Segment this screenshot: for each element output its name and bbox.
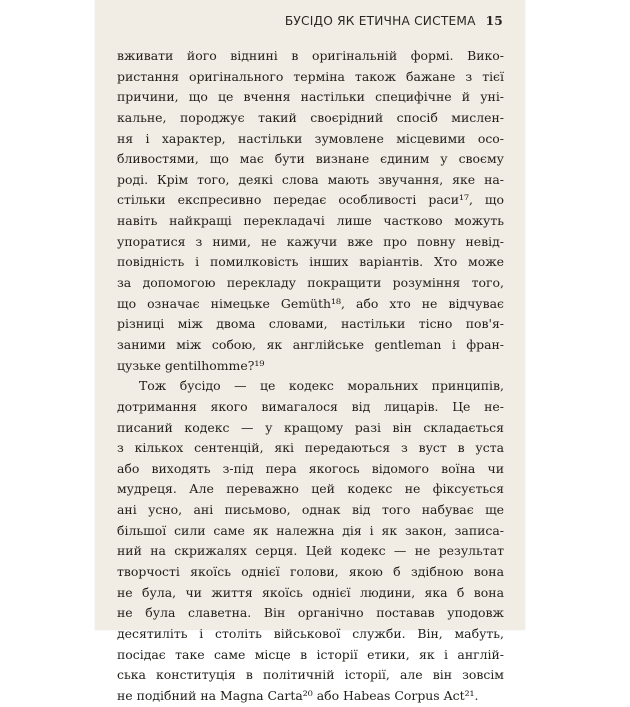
text-line: роді. Крім того, деякі слова мають звучання, яке на- [117, 171, 504, 187]
text-line: ня і характер, настільки зумовлене місцевими осо- [117, 130, 504, 146]
text-line: стільки експресивно передає особливості раси¹⁷, що [117, 192, 504, 208]
text-line: за допомогою перекладу покращити розуміння того, [117, 275, 504, 291]
text-line: упоратися з ними, не кажучи вже про повну невід- [117, 233, 504, 249]
text-line: причини, що це вчення настільки специфічне й уні- [117, 89, 504, 105]
text-line: десятиліть і століть військової служби. Він, мабуть, [117, 625, 504, 641]
body-text [117, 46, 504, 707]
page-number: 15 [485, 14, 503, 28]
text-line: ний на скрижалях серця. Цей кодекс — не результат [117, 543, 504, 559]
text-line: дотримання якого вимагалося від лицарів. Це не- [117, 398, 504, 414]
text-line: вживати його віднині в оригінальній формі. Вико- [117, 48, 504, 63]
text-line: повідність і помилковість інших варіантів. Хто може [117, 254, 504, 270]
text-line: або виходять з-під пера якогось відомого воїна чи [117, 460, 504, 476]
text-line: з кількох сентенцій, які передаються з вуст в уста [117, 440, 504, 456]
chapter-title: БУСІДО ЯК ЕТИЧНА СИСТЕМА [284, 14, 476, 28]
text-line: різниці між двома словами, настільки тісно пов'я- [117, 316, 504, 332]
text-line: навіть найкращі перекладачі лише частково можуть [117, 213, 504, 229]
text-line: не була славетна. Він органічно поставав уподовж [117, 605, 504, 621]
text-line: писаний кодекс — у кращому разі він складається [117, 419, 504, 435]
text-line: бливостями, що має бути визнане єдиним у своєму [117, 151, 504, 167]
text-line: що означає німецьке Gemüth¹⁸, або хто не відчуває [117, 295, 504, 311]
text-line: не була, чи життя якоїсь однієї людини, яка б вона [117, 584, 504, 600]
book-page [95, 0, 525, 703]
text-line: ристання оригінального терміна також бажане з тієї [117, 68, 504, 84]
text-line: більшої сили саме як належна дія і як закон, записа- [117, 522, 504, 538]
running-head [117, 14, 503, 28]
text-line: Тож бусідо — це кодекс моральних принципів, [139, 378, 504, 394]
text-line: мудреця. Але переважно цей кодекс не фіксується [117, 481, 504, 497]
text-line: цузьке gentilhomme?¹⁹ [117, 357, 265, 373]
text-line: посідає таке саме місце в історії етики, як і англій- [117, 646, 504, 662]
text-line: кальне, породжує такий своєрідний спосіб мислен- [117, 109, 504, 125]
text-line: творчості якоїсь однієї голови, якою б здібною вона [117, 564, 504, 580]
text-line: заними між собою, як англійське gentleman і фран- [117, 336, 504, 352]
text-line: не подібний на Magna Carta²⁰ або Habeas Corpus Act²¹. [117, 687, 479, 703]
text-line: ська конституція в політичній історії, але він зовсім [117, 667, 504, 683]
text-line: ані усно, ані письмово, однак від того набуває ще [117, 502, 504, 518]
